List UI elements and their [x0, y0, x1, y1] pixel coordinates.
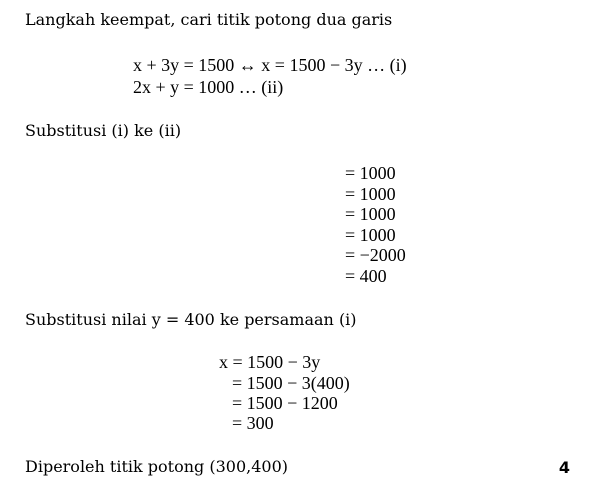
derivation-rhs: = 400 — [345, 266, 387, 286]
system-equation-2: 2x + y = 1000 … (ii) — [133, 77, 284, 97]
x-derivation-row: = 1500 − 3(400) — [232, 373, 350, 393]
step-heading: Langkah keempat, cari titik potong dua garis — [25, 10, 393, 29]
derivation-rhs: = −2000 — [345, 245, 406, 265]
substitution-heading: Substitusi (i) ke (ii) — [25, 121, 182, 140]
derivation-rhs: = 1000 — [345, 184, 396, 204]
x-derivation-row: = 1500 − 1200 — [232, 393, 338, 413]
result-statement: Diperoleh titik potong (300,400) — [25, 457, 289, 476]
derivation-rhs: = 1000 — [345, 163, 396, 183]
page-number: 4 — [558, 458, 570, 477]
system-equation-1: x + 3y = 1500 ↔ x = 1500 − 3y … (i) — [133, 55, 407, 75]
x-derivation-row: x = 1500 − 3y — [219, 352, 321, 372]
derivation-rhs: = 1000 — [345, 204, 396, 224]
derivation-rhs: = 1000 — [345, 225, 396, 245]
substitution-value-heading: Substitusi nilai y = 400 ke persamaan (i) — [25, 310, 357, 329]
x-derivation-row: = 300 — [232, 413, 274, 433]
